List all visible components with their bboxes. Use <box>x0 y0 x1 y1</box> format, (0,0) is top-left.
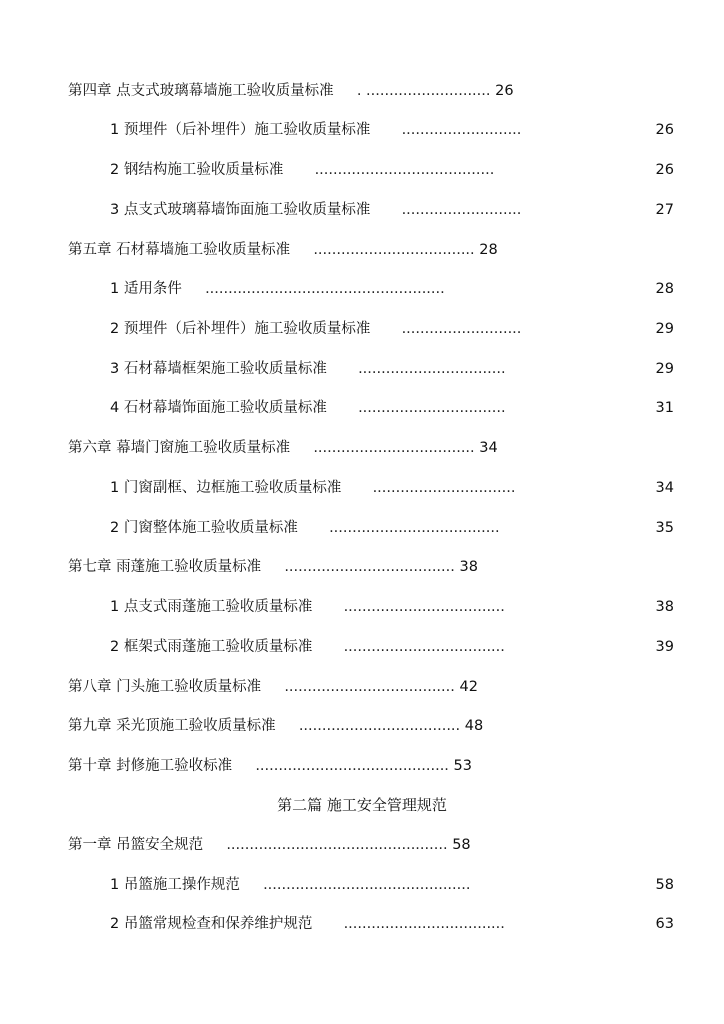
toc-title: 1 吊篮施工操作规范 <box>110 877 240 893</box>
toc-title: 第九章 采光顶施工验收质量标准 <box>68 718 276 734</box>
toc-section-5-3[interactable] <box>110 359 506 379</box>
toc-section-6-2[interactable] <box>110 518 500 538</box>
toc-leader-dots: ................................ <box>358 361 506 377</box>
toc-page-number: 34 <box>479 440 498 456</box>
toc-page-number: 35 <box>655 520 674 536</box>
toc-leader-dots: ..................................... <box>284 679 455 695</box>
toc-title: 1 预埋件（后补埋件）施工验收质量标准 <box>110 122 371 138</box>
toc-page-number: 26 <box>655 162 674 178</box>
toc-title: 2 吊篮常规检查和保养维护规范 <box>110 916 313 932</box>
toc-page-number: 53 <box>453 758 472 774</box>
toc-leader-dots: ..................................... <box>284 559 455 575</box>
toc-page-number: 28 <box>655 281 674 297</box>
toc-chapter-4[interactable] <box>68 81 514 101</box>
toc-chapter-10[interactable] <box>68 756 472 776</box>
toc-title: 第八章 门头施工验收质量标准 <box>68 679 262 695</box>
toc-chapter-5[interactable] <box>68 240 498 260</box>
toc-leader-dots: ................................ <box>358 400 506 416</box>
toc-title: 第十章 封修施工验收标准 <box>68 758 233 774</box>
toc-title: 第六章 幕墙门窗施工验收质量标准 <box>68 440 291 456</box>
toc-chapter-6[interactable] <box>68 438 498 458</box>
toc-page-number: 38 <box>459 559 478 575</box>
toc-leader-dots: .......................... <box>401 321 522 337</box>
toc-section-5-4[interactable] <box>110 398 506 418</box>
toc-leader-dots: ................................... <box>313 242 475 258</box>
toc-part2-section-1-1[interactable] <box>110 875 470 895</box>
toc-page-number: 39 <box>655 639 674 655</box>
toc-title: 第一章 吊篮安全规范 <box>68 837 204 853</box>
toc-page-number: 29 <box>655 361 674 377</box>
toc-leader-dots: .......................... <box>401 122 522 138</box>
toc-title: 第五章 石材幕墙施工验收质量标准 <box>68 242 291 258</box>
toc-section-6-1[interactable] <box>110 478 515 498</box>
toc-section-7-1[interactable] <box>110 597 505 617</box>
toc-section-7-2[interactable] <box>110 637 505 657</box>
toc-title: 1 门窗副框、边框施工验收质量标准 <box>110 480 342 496</box>
toc-title: 4 石材幕墙饰面施工验收质量标准 <box>110 400 327 416</box>
toc-leader-dots: ................................... <box>343 599 505 615</box>
toc-title: 1 适用条件 <box>110 281 182 297</box>
toc-page-number: 26 <box>655 122 674 138</box>
toc-chapter-9[interactable] <box>68 716 483 736</box>
toc-leader-dots: ................................................ <box>226 837 448 853</box>
toc-leader-dots: ............................................. <box>263 877 471 893</box>
toc-title: 第七章 雨蓬施工验收质量标准 <box>68 559 262 575</box>
toc-leader-dots: ................................... <box>298 718 461 734</box>
toc-page-number: 58 <box>655 877 674 893</box>
toc-part2-section-1-2[interactable] <box>110 914 505 934</box>
toc-title: 2 门窗整体施工验收质量标准 <box>110 520 298 536</box>
toc-section-5-2[interactable] <box>110 319 521 339</box>
toc-page-number: 63 <box>655 916 674 932</box>
toc-leader-dots: .......................... <box>401 202 522 218</box>
toc-page-number: 31 <box>655 400 674 416</box>
toc-page-number: 28 <box>479 242 498 258</box>
toc-page-number: 29 <box>655 321 674 337</box>
toc-title: 2 钢结构施工验收质量标准 <box>110 162 284 178</box>
toc-title: 3 点支式玻璃幕墙饰面施工验收质量标准 <box>110 202 371 218</box>
toc-page-number: 34 <box>655 480 674 496</box>
toc-page-number: 26 <box>495 83 514 99</box>
toc-title: 1 点支式雨蓬施工验收质量标准 <box>110 599 313 615</box>
toc-title: 第四章 点支式玻璃幕墙施工验收质量标准 <box>68 83 334 99</box>
toc-part2-chapter-1[interactable] <box>68 835 471 855</box>
toc-title: 2 框架式雨蓬施工验收质量标准 <box>110 639 313 655</box>
toc-page-number: 38 <box>655 599 674 615</box>
toc-section-4-1[interactable] <box>110 120 521 140</box>
toc-page-number: 58 <box>452 837 471 853</box>
toc-title: 3 石材幕墙框架施工验收质量标准 <box>110 361 327 377</box>
toc-leader-dots: . ........................... <box>356 83 491 99</box>
toc-leader-dots: ................................... <box>343 916 505 932</box>
toc-section-5-1[interactable] <box>110 279 445 299</box>
toc-part-heading[interactable]: 第二篇 施工安全管理规范 <box>277 796 447 814</box>
toc-page-number: 48 <box>464 718 484 734</box>
toc-leader-dots: .................................................... <box>205 281 445 297</box>
toc-title: 2 预埋件（后补埋件）施工验收质量标准 <box>110 321 371 337</box>
toc-page-number: 27 <box>655 202 674 218</box>
toc-leader-dots: ............................... <box>372 480 516 496</box>
toc-section-4-2[interactable] <box>110 160 494 180</box>
toc-page-number: 42 <box>459 679 478 695</box>
toc-chapter-7[interactable] <box>68 557 478 577</box>
toc-leader-dots: ....................................... <box>314 162 495 178</box>
toc-leader-dots: ..................................... <box>329 520 500 536</box>
toc-section-4-3[interactable] <box>110 200 521 220</box>
toc-leader-dots: ................................... <box>343 639 505 655</box>
toc-leader-dots: .......................................... <box>255 758 449 774</box>
toc-leader-dots: ................................... <box>313 440 475 456</box>
toc-chapter-8[interactable] <box>68 677 478 697</box>
